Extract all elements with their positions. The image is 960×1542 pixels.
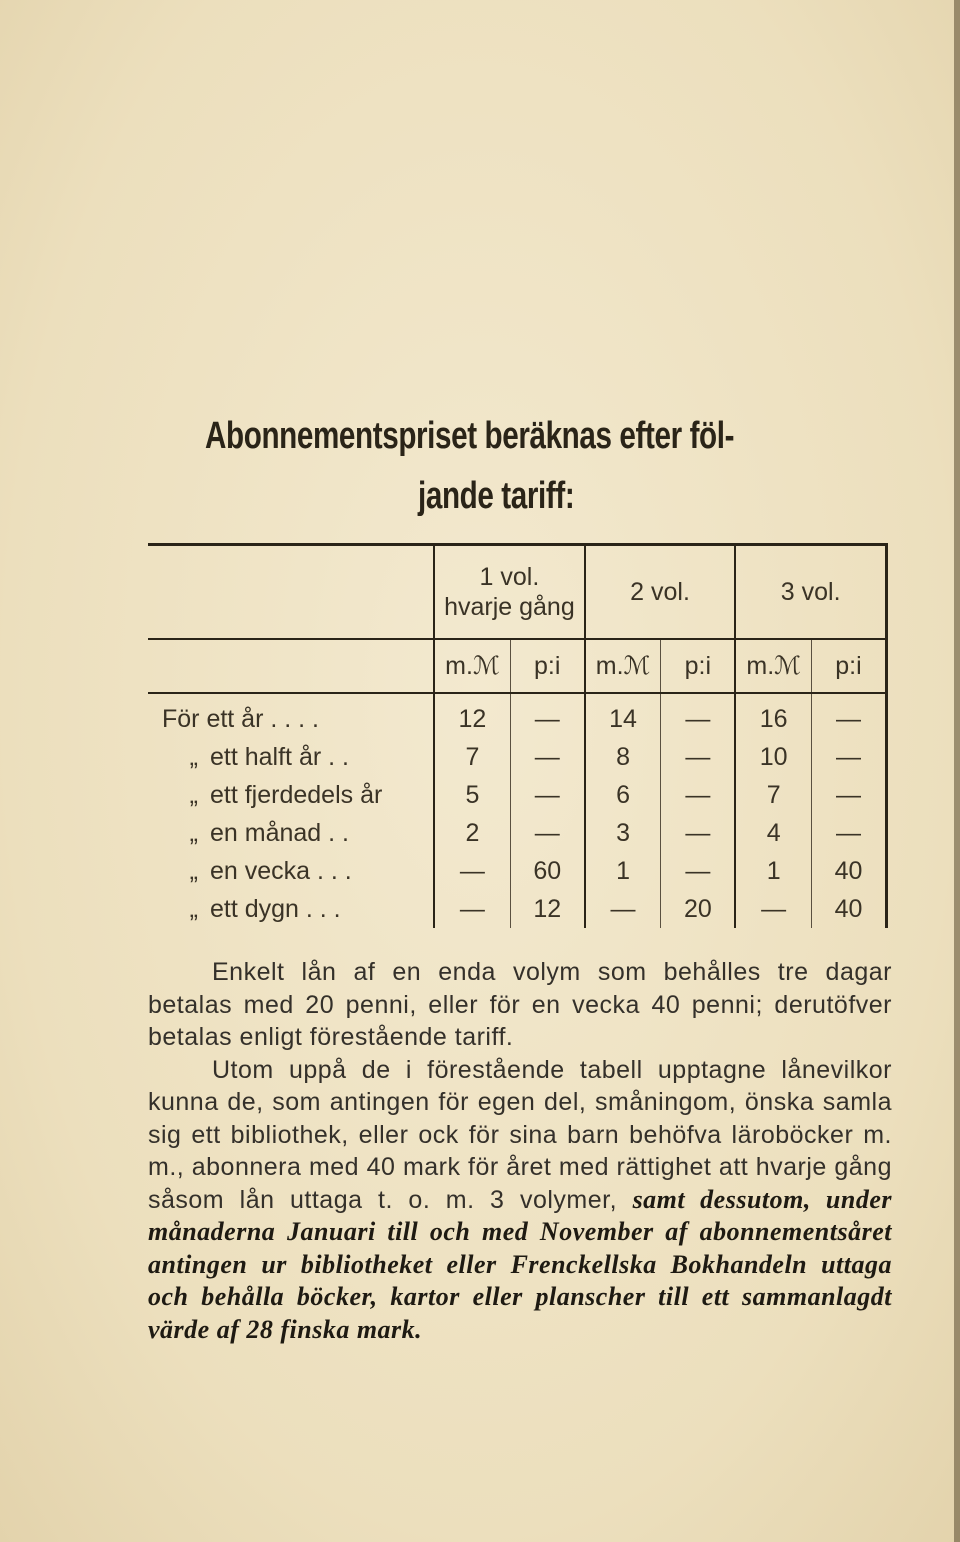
header-3-vol: 3 vol. bbox=[735, 545, 886, 640]
table-cell: — bbox=[661, 738, 735, 776]
table-cell: — bbox=[735, 890, 811, 928]
unit-corner-cell bbox=[148, 639, 434, 693]
table-cell: — bbox=[661, 693, 735, 738]
ditto-mark: „ bbox=[189, 857, 198, 885]
table-cell: — bbox=[811, 814, 886, 852]
table-cell: — bbox=[661, 852, 735, 890]
table-cell: — bbox=[811, 738, 886, 776]
paragraph-subscription-italic: samt dessutom, under månaderna Januari till och med November af abonnementsåret antingen ur bibliotheket eller Frenckellska Bokhandeln uttaga och behålla böcker, kartor eller planscher till ett sammanlagdt värde af 28 finska mark. bbox=[148, 1184, 893, 1344]
table-row bbox=[148, 693, 887, 738]
unit-header: p:i bbox=[811, 639, 886, 693]
table-cell: 40 bbox=[811, 890, 886, 928]
paragraph-subscription bbox=[148, 1054, 892, 1347]
table-row bbox=[148, 852, 887, 890]
header-1-vol-sub: hvarje gång bbox=[444, 593, 575, 621]
table-row bbox=[148, 738, 887, 776]
table-unit-header-row bbox=[148, 639, 887, 693]
table-cell: 1 bbox=[585, 852, 661, 890]
table-cell: 10 bbox=[735, 738, 811, 776]
table-cell: 7 bbox=[434, 738, 510, 776]
table-cell: — bbox=[510, 693, 584, 738]
table-cell: 6 bbox=[585, 776, 661, 814]
ditto-mark: „ bbox=[189, 895, 198, 923]
table-cell: — bbox=[434, 890, 510, 928]
header-1-vol-label: 1 vol. bbox=[479, 563, 540, 591]
table-cell: — bbox=[661, 814, 735, 852]
table-cell: — bbox=[510, 738, 584, 776]
table-cell: 14 bbox=[585, 693, 661, 738]
table-cell: 7 bbox=[735, 776, 811, 814]
header-2-vol: 2 vol. bbox=[585, 545, 736, 640]
table-cell: — bbox=[510, 814, 584, 852]
table-cell: 4 bbox=[735, 814, 811, 852]
row-label bbox=[148, 776, 434, 814]
table-cell: — bbox=[585, 890, 661, 928]
unit-header: p:i bbox=[661, 639, 735, 693]
table-row bbox=[148, 814, 887, 852]
header-1-vol bbox=[434, 545, 585, 640]
unit-header: p:i bbox=[510, 639, 584, 693]
table-cell: — bbox=[811, 693, 886, 738]
body-text bbox=[148, 956, 892, 1346]
row-label bbox=[148, 693, 434, 738]
heading-line-2: jande tariff: bbox=[418, 475, 575, 517]
tariff-table bbox=[148, 543, 888, 928]
table-row bbox=[148, 776, 887, 814]
ditto-mark: „ bbox=[189, 743, 198, 771]
table-cell: — bbox=[661, 776, 735, 814]
table-cell: 8 bbox=[585, 738, 661, 776]
table-cell: 5 bbox=[434, 776, 510, 814]
row-label bbox=[148, 814, 434, 852]
table-corner-cell bbox=[148, 545, 434, 640]
table-cell: 20 bbox=[661, 890, 735, 928]
table-cell: 3 bbox=[585, 814, 661, 852]
ditto-mark: „ bbox=[189, 781, 198, 809]
paragraph-subscription-plain: Utom uppå de i förestående tabell upptagne lånevilkor kunna de, som antingen för egen del, småningom, önska samla sig ett bibliothek, eller ock för sina barn behöfva läroböcker m. m., abonnera med 40 mark för året med rättighet att hvarje gång såsom lån uttaga t. o. m. 3 volymer, bbox=[148, 1055, 892, 1214]
row-label-text: För ett år . . . . bbox=[162, 705, 319, 733]
unit-header: m.ℳ bbox=[735, 639, 811, 693]
row-label-text: ett halft år . . bbox=[210, 743, 349, 771]
table-row bbox=[148, 890, 887, 928]
row-label-text: ett dygn . . . bbox=[210, 895, 341, 923]
row-label-text: en vecka . . . bbox=[210, 857, 352, 885]
paragraph-single-loan: Enkelt lån af en enda volym som behålles tre dagar betalas med 20 penni, eller för en vecka 40 penni; derutöfver betalas enligt förestående tariff. bbox=[148, 958, 892, 1051]
table-cell: 40 bbox=[811, 852, 886, 890]
row-label bbox=[148, 852, 434, 890]
unit-header: m.ℳ bbox=[585, 639, 661, 693]
table-cell: — bbox=[434, 852, 510, 890]
ditto-mark: „ bbox=[189, 819, 198, 847]
table-cell: 60 bbox=[510, 852, 584, 890]
heading-line-1: Abonnementspriset beräknas efter föl- bbox=[205, 415, 735, 457]
table-cell: 12 bbox=[510, 890, 584, 928]
row-label-text: en månad . . bbox=[210, 819, 349, 847]
unit-header: m.ℳ bbox=[434, 639, 510, 693]
table-cell: 16 bbox=[735, 693, 811, 738]
table-cell: — bbox=[811, 776, 886, 814]
row-label-text: ett fjerdedels år bbox=[210, 781, 383, 809]
row-label bbox=[148, 738, 434, 776]
row-label bbox=[148, 890, 434, 928]
table-volume-header-row bbox=[148, 545, 887, 640]
table-cell: 12 bbox=[434, 693, 510, 738]
book-spine-edge bbox=[954, 0, 960, 1542]
table-cell: 1 bbox=[735, 852, 811, 890]
table-cell: 2 bbox=[434, 814, 510, 852]
table-cell: — bbox=[510, 776, 584, 814]
